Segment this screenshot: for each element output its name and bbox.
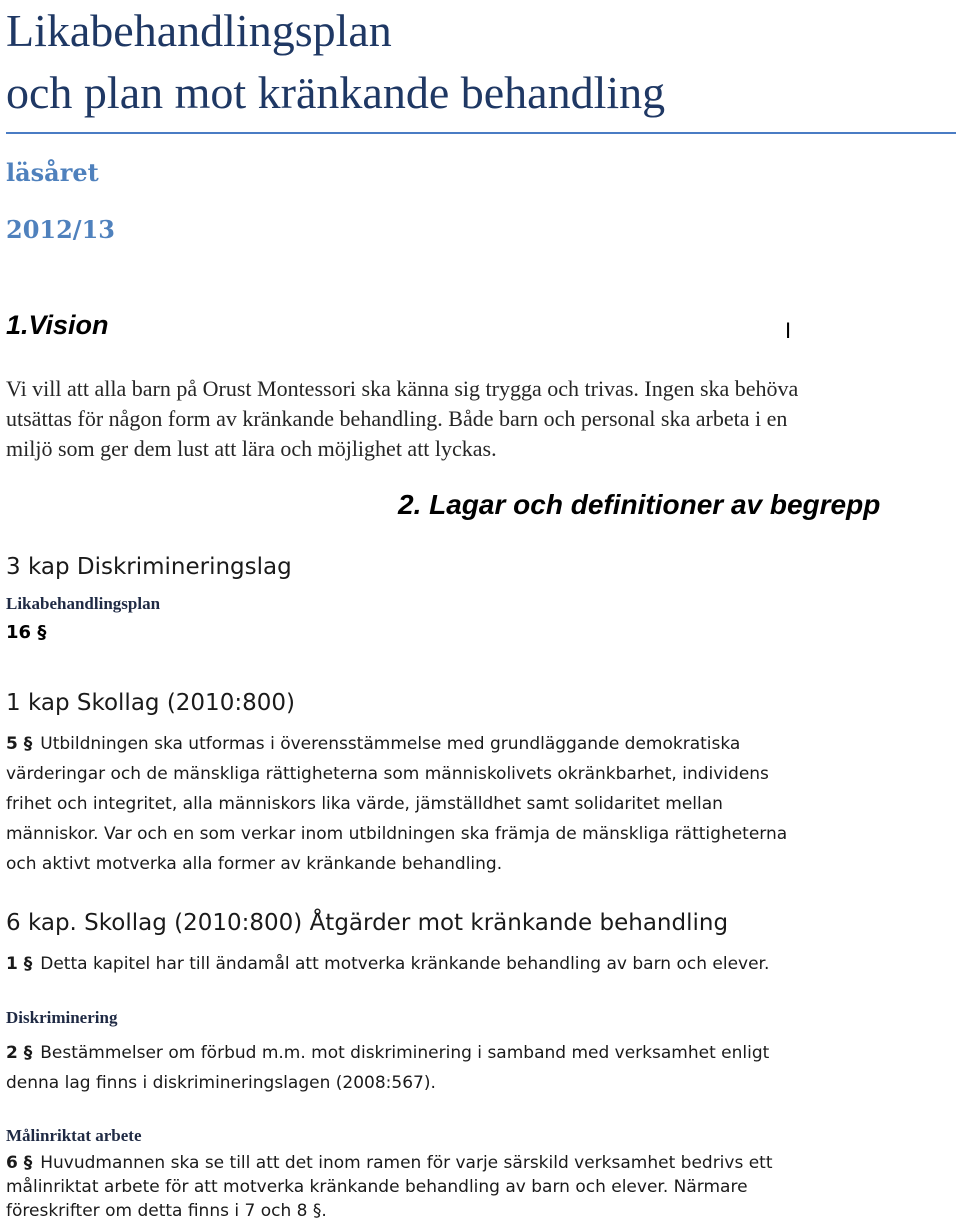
title-line-2: och plan mot kränkande behandling [6,67,666,118]
school-year: 2012/13 [6,215,115,244]
vision-paragraph [6,374,956,464]
law-3-paragraph-number: 1 § [6,954,33,974]
discrimination-line: Bestämmelser om förbud m.m. mot diskriminering i samband med verksamhet enligt [40,1043,770,1063]
law-2-line: värderingar och de mänskliga rättigheterna som människolivets okränkbarhet, individens [6,764,769,784]
discrimination-subheading: Diskriminering [6,1008,118,1027]
text-cursor: I [785,318,792,343]
title-line-1: Likabehandlingsplan [6,5,392,56]
vision-line: miljö som ger dem lust att lära och möjlighet att lyckas. [6,436,497,461]
law-1-subheading: Likabehandlingsplan [6,594,161,613]
law-2-line: människor. Var och en som verkar inom utbildningen ska främja de mänskliga rättigheterna [6,824,788,844]
law-2-line: och aktivt motverka alla former av kränkande behandling. [6,854,503,874]
discrimination-line: denna lag finns i diskrimineringslagen (2008:567). [6,1073,436,1093]
law-2-line: Utbildningen ska utformas i överensstämmelse med grundläggande demokratiska [40,734,741,754]
law-1-paragraph-number: 16 § [6,622,47,643]
law-2-line: frihet och integritet, alla människors lika värde, jämställdhet samt solidaritet mellan [6,794,723,814]
vision-line: utsättas för någon form av kränkande behandling. Både barn och personal ska arbeta i en [6,406,788,431]
goal-work-subheading: Målinriktat arbete [6,1126,142,1145]
goal-work-line: föreskrifter om detta finns i 7 och 8 §. [6,1201,327,1221]
law-3-line: Detta kapitel har till ändamål att motverka kränkande behandling av barn och elever. [40,954,770,974]
goal-work-paragraph-number: 6 § [6,1153,33,1173]
law-2-paragraph-number: 5 § [6,734,33,754]
vision-line: Vi vill att alla barn på Orust Montessori ska känna sig trygga och trivas. Ingen ska behöva [6,376,799,401]
discrimination-paragraph-number: 2 § [6,1043,33,1063]
goal-work-line: Huvudmannen ska se till att det inom ramen för varje särskild verksamhet bedrivs ett [40,1153,773,1173]
school-year-label: läsåret [6,158,99,187]
goal-work-line: målinriktat arbete för att motverka kränkande behandling av barn och elever. Närmare [6,1177,748,1197]
goal-work-paragraph [6,1151,956,1223]
discrimination-paragraph [6,1038,956,1098]
law-1-heading: 3 kap Diskrimineringslag [6,554,292,580]
law-3-paragraph [6,949,956,979]
law-2-paragraph [6,729,956,879]
law-3-heading: 6 kap. Skollag (2010:800) Åtgärder mot kränkande behandling [6,910,729,936]
law-2-heading: 1 kap Skollag (2010:800) [6,690,295,716]
document-title [6,0,956,134]
section-2-heading: 2. Lagar och definitioner av begrepp [398,489,881,520]
section-1-heading: 1.Vision [6,310,109,340]
